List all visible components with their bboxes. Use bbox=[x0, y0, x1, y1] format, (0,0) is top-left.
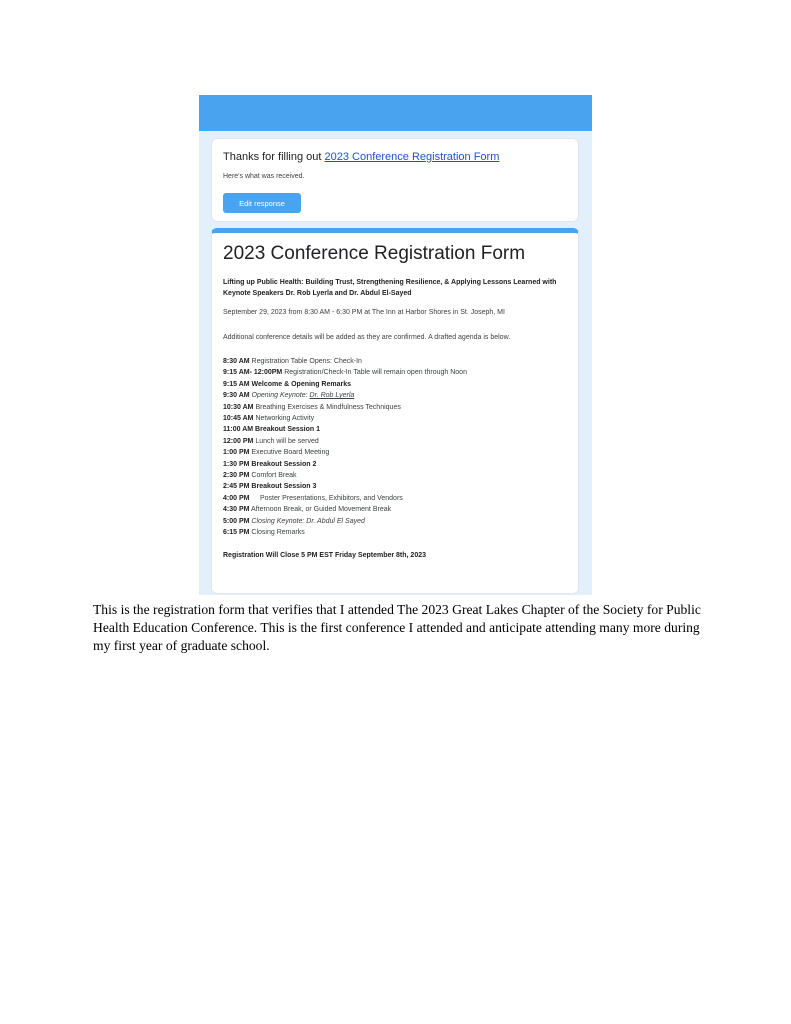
agenda-item bbox=[223, 367, 467, 378]
agenda-item bbox=[223, 470, 467, 481]
agenda-item bbox=[223, 390, 467, 401]
registration-deadline: Registration Will Close 5 PM EST Friday September 8th, 2023 bbox=[223, 552, 426, 559]
agenda-lead: Opening Keynote: bbox=[251, 392, 310, 400]
agenda-item bbox=[223, 402, 467, 413]
agenda-item bbox=[223, 413, 467, 424]
agenda-text: Closing Remarks bbox=[251, 529, 305, 537]
event-date-line: September 29, 2023 from 8:30 AM - 6:30 PM at The Inn at Harbor Shores in St. Joseph, MI bbox=[223, 309, 505, 316]
confirmation-card bbox=[211, 138, 579, 222]
registration-form-screenshot bbox=[199, 95, 592, 595]
form-subtitle: Lifting up Public Health: Building Trust, Strengthening Resilience, & Applying Lessons Learned with Keynote Speakers Dr. Rob Lyerla and Dr. Abdul El-Sayed bbox=[223, 279, 557, 297]
response-card bbox=[211, 228, 579, 594]
caption-paragraph: This is the registration form that verifies that I attended The 2023 Great Lakes Chapter of the Society for Public Health Education Conference. This is the first conference I attended and anticipate attending many more during my first year of graduate school. bbox=[93, 602, 701, 653]
agenda-text: Breakout Session 1 bbox=[255, 426, 321, 434]
agenda-time: 8:30 AM bbox=[223, 358, 250, 365]
agenda-time: 9:30 AM bbox=[223, 392, 250, 400]
form-link[interactable]: 2023 Conference Registration Form bbox=[324, 151, 500, 163]
agenda-text: Networking Activity bbox=[255, 415, 315, 423]
agenda-item bbox=[223, 424, 467, 435]
agenda-time: 5:00 PM bbox=[223, 517, 250, 525]
agenda-item bbox=[223, 436, 467, 447]
agenda-time: 10:30 AM bbox=[223, 403, 254, 411]
thanks-prefix: Thanks for filling out bbox=[223, 151, 325, 163]
form-title: 2023 Conference Registration Form bbox=[223, 243, 526, 264]
agenda-time: 1:00 PM bbox=[223, 449, 250, 457]
agenda-time: 4:00 PM bbox=[223, 494, 250, 502]
agenda-text: Lunch will be served bbox=[255, 437, 319, 445]
agenda-time: 2:45 PM bbox=[223, 483, 250, 491]
agenda-item bbox=[223, 481, 467, 492]
agenda-text: Comfort Break bbox=[251, 472, 297, 480]
agenda-text: Welcome & Opening Remarks bbox=[251, 380, 352, 388]
agenda-text: Registration/Check-In Table will remain open through Noon bbox=[284, 369, 467, 377]
agenda-time: 4:30 PM bbox=[223, 506, 250, 514]
agenda-time: 2:30 PM bbox=[223, 472, 250, 480]
agenda-text: Breakout Session 2 bbox=[251, 460, 317, 468]
agenda-text: Poster Presentations, Exhibitors, and Vendors bbox=[259, 494, 403, 502]
agenda-text: Closing Keynote: Dr. Abdul El Sayed bbox=[251, 517, 365, 525]
edit-response-button[interactable]: Edit response bbox=[223, 193, 301, 213]
agenda-text[interactable]: Dr. Rob Lyerla bbox=[309, 392, 355, 400]
agenda-time: 6:15 PM bbox=[223, 529, 250, 537]
agenda-item bbox=[223, 493, 467, 504]
form-header-bar bbox=[199, 95, 592, 131]
agenda-text: Breathing Exercises & Mindfulness Techniques bbox=[255, 403, 401, 411]
agenda-item bbox=[223, 447, 467, 458]
details-line: Additional conference details will be added as they are confirmed. A drafted agenda is below. bbox=[223, 334, 511, 341]
agenda-item bbox=[223, 356, 467, 367]
agenda-item bbox=[223, 527, 467, 538]
agenda-item bbox=[223, 504, 467, 515]
agenda-text: Breakout Session 3 bbox=[251, 483, 317, 491]
agenda-text: Registration Table Opens: Check-In bbox=[251, 358, 362, 365]
agenda-item bbox=[223, 516, 467, 527]
agenda-item bbox=[223, 459, 467, 470]
received-text: Here's what was received. bbox=[223, 173, 305, 180]
agenda-text: Afternoon Break, or Guided Movement Break bbox=[251, 506, 392, 514]
agenda-item bbox=[223, 379, 467, 390]
agenda-text: Executive Board Meeting bbox=[251, 449, 330, 457]
agenda-time: 1:30 PM bbox=[223, 460, 250, 468]
agenda-time: 9:15 AM- 12:00PM bbox=[223, 369, 283, 377]
agenda-list bbox=[223, 356, 467, 539]
agenda-time: 9:15 AM bbox=[223, 380, 250, 388]
agenda-time: 12:00 PM bbox=[223, 437, 254, 445]
agenda-time: 11:00 AM bbox=[223, 426, 254, 434]
thanks-message bbox=[223, 151, 499, 163]
agenda-time: 10:45 AM bbox=[223, 415, 254, 423]
